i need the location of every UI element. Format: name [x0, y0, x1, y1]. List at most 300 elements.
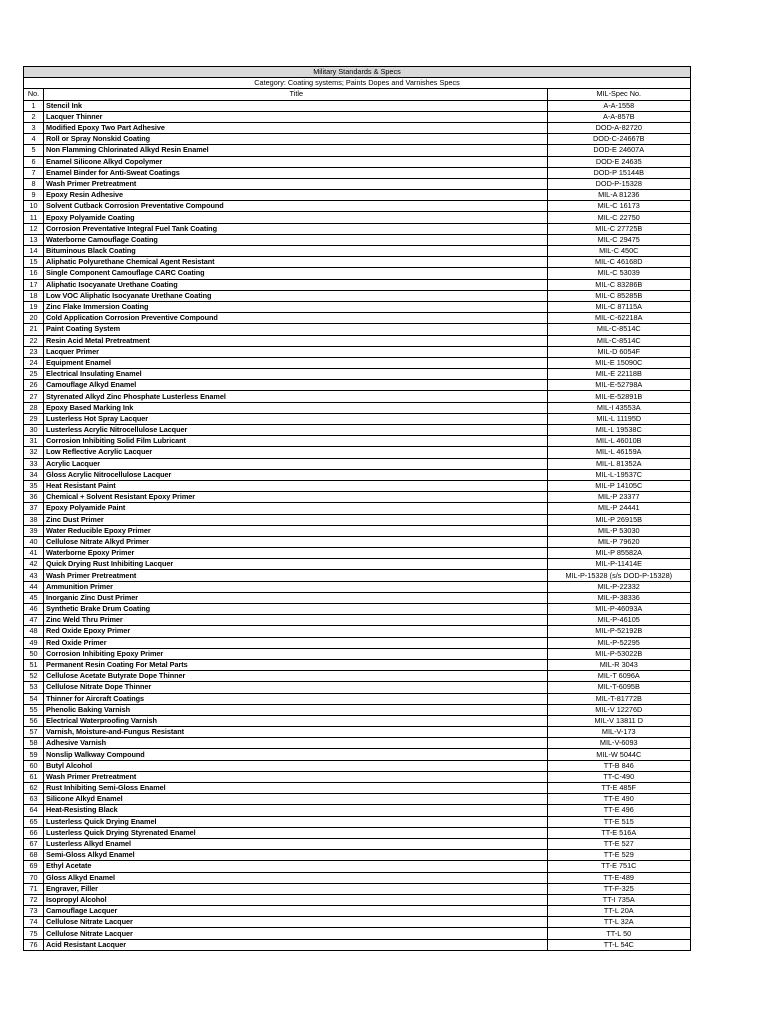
category-row: [24, 78, 691, 89]
row-spec-number: MIL-P 85582A: [547, 548, 690, 559]
table-row: [24, 234, 691, 245]
table-row: [24, 156, 691, 167]
row-number: 29: [24, 413, 44, 424]
row-number: 64: [24, 805, 44, 816]
row-number: 15: [24, 257, 44, 268]
row-number: 1: [24, 100, 44, 111]
row-title: Gloss Alkyd Enamel: [44, 872, 547, 883]
column-header-no: No.: [24, 89, 44, 100]
row-title: Resin Acid Metal Pretreatment: [44, 335, 547, 346]
row-spec-number: MIL-P 53030: [547, 525, 690, 536]
row-number: 35: [24, 480, 44, 491]
row-title: Zinc Dust Primer: [44, 514, 547, 525]
row-title: Lusterless Alkyd Enamel: [44, 838, 547, 849]
table-row: [24, 659, 691, 670]
row-number: 33: [24, 458, 44, 469]
table-row: [24, 906, 691, 917]
table-row: [24, 805, 691, 816]
table-row: [24, 391, 691, 402]
table-row: [24, 536, 691, 547]
row-number: 39: [24, 525, 44, 536]
table-row: [24, 413, 691, 424]
table-row: [24, 290, 691, 301]
row-title: Wash Primer Pretreatment: [44, 178, 547, 189]
table-row: [24, 525, 691, 536]
table-row: [24, 492, 691, 503]
row-title: Isopropyl Alcohol: [44, 894, 547, 905]
row-title: Electrical Insulating Enamel: [44, 369, 547, 380]
row-title: Corrosion Inhibiting Solid Film Lubricant: [44, 436, 547, 447]
row-number: 12: [24, 223, 44, 234]
table-row: [24, 682, 691, 693]
row-title: Lusterless Hot Spray Lacquer: [44, 413, 547, 424]
row-spec-number: TT-E 751C: [547, 861, 690, 872]
row-title: Zinc Weld Thru Primer: [44, 615, 547, 626]
row-number: 58: [24, 738, 44, 749]
table-row: [24, 928, 691, 939]
row-spec-number: MIL-R 3043: [547, 659, 690, 670]
row-spec-number: DOD-C-24667B: [547, 134, 690, 145]
row-title: Bituminous Black Coating: [44, 246, 547, 257]
table-row: [24, 615, 691, 626]
row-spec-number: MIL-C 16173: [547, 201, 690, 212]
row-number: 52: [24, 671, 44, 682]
row-number: 68: [24, 850, 44, 861]
row-spec-number: MIL-C 46168D: [547, 257, 690, 268]
row-spec-number: MIL-E-52891B: [547, 391, 690, 402]
table-row: [24, 257, 691, 268]
row-number: 47: [24, 615, 44, 626]
row-number: 6: [24, 156, 44, 167]
row-title: Camouflage Lacquer: [44, 906, 547, 917]
table-row: [24, 872, 691, 883]
row-number: 67: [24, 838, 44, 849]
row-spec-number: MIL-L 11195D: [547, 413, 690, 424]
row-title: Phenolic Baking Varnish: [44, 704, 547, 715]
table-row: [24, 436, 691, 447]
table-row: [24, 693, 691, 704]
row-spec-number: TT-I 735A: [547, 894, 690, 905]
title-row: [24, 67, 691, 78]
table-row: [24, 749, 691, 760]
row-spec-number: MIL-E-52798A: [547, 380, 690, 391]
row-spec-number: MIL-V 13811 D: [547, 715, 690, 726]
row-number: 24: [24, 357, 44, 368]
row-spec-number: TT-L 54C: [547, 939, 690, 950]
row-title: Wash Primer Pretreatment: [44, 771, 547, 782]
row-number: 62: [24, 783, 44, 794]
column-header-title: Title: [44, 89, 547, 100]
row-spec-number: MIL-T 6096A: [547, 671, 690, 682]
table-row: [24, 190, 691, 201]
row-spec-number: MIL-T-6095B: [547, 682, 690, 693]
row-number: 18: [24, 290, 44, 301]
table-row: [24, 794, 691, 805]
table-row: [24, 212, 691, 223]
table-row: [24, 727, 691, 738]
row-number: 55: [24, 704, 44, 715]
table-row: [24, 201, 691, 212]
row-spec-number: MIL-L 46010B: [547, 436, 690, 447]
row-title: Permanent Resin Coating For Metal Parts: [44, 659, 547, 670]
row-title: Non Flamming Chlorinated Alkyd Resin Enamel: [44, 145, 547, 156]
table-row: [24, 335, 691, 346]
table-row: [24, 570, 691, 581]
row-spec-number: TT-L 50: [547, 928, 690, 939]
row-number: 3: [24, 122, 44, 133]
row-number: 44: [24, 581, 44, 592]
table-row: [24, 279, 691, 290]
row-spec-number: MIL-P-11414E: [547, 559, 690, 570]
table-row: [24, 301, 691, 312]
row-number: 13: [24, 234, 44, 245]
row-number: 72: [24, 894, 44, 905]
row-title: Epoxy Based Marking Ink: [44, 402, 547, 413]
row-number: 48: [24, 626, 44, 637]
row-number: 37: [24, 503, 44, 514]
row-spec-number: MIL-L 46159A: [547, 447, 690, 458]
row-spec-number: MIL-C 27725B: [547, 223, 690, 234]
row-title: Low Reflective Acrylic Lacquer: [44, 447, 547, 458]
row-number: 75: [24, 928, 44, 939]
row-title: Heat-Resisting Black: [44, 805, 547, 816]
row-spec-number: TT-E 527: [547, 838, 690, 849]
row-title: Electrical Waterproofing Varnish: [44, 715, 547, 726]
table-row: [24, 648, 691, 659]
table-row: [24, 503, 691, 514]
row-spec-number: MIL-P 79620: [547, 536, 690, 547]
row-spec-number: MIL-C 29475: [547, 234, 690, 245]
table-row: [24, 480, 691, 491]
table-body: [24, 100, 691, 950]
row-spec-number: MIL-P 26915B: [547, 514, 690, 525]
row-title: Styrenated Alkyd Zinc Phosphate Lusterless Enamel: [44, 391, 547, 402]
table-row: [24, 357, 691, 368]
row-spec-number: MIL-C-62218A: [547, 313, 690, 324]
row-spec-number: TT-L 32A: [547, 917, 690, 928]
row-number: 4: [24, 134, 44, 145]
table-row: [24, 861, 691, 872]
row-spec-number: MIL-T-81772B: [547, 693, 690, 704]
row-spec-number: MIL-E 22118B: [547, 369, 690, 380]
row-number: 5: [24, 145, 44, 156]
row-title: Lusterless Acrylic Nitrocellulose Lacquer: [44, 425, 547, 436]
row-title: Red Oxide Epoxy Primer: [44, 626, 547, 637]
table-row: [24, 894, 691, 905]
row-number: 16: [24, 268, 44, 279]
table-row: [24, 447, 691, 458]
row-title: Cellulose Acetate Butyrate Dope Thinner: [44, 671, 547, 682]
table-row: [24, 178, 691, 189]
row-title: Ethyl Acetate: [44, 861, 547, 872]
row-title: Aliphatic Isocyanate Urethane Coating: [44, 279, 547, 290]
row-title: Lusterless Quick Drying Enamel: [44, 816, 547, 827]
row-spec-number: TT-L 20A: [547, 906, 690, 917]
row-number: 70: [24, 872, 44, 883]
row-spec-number: MIL-P-52295: [547, 637, 690, 648]
row-title: Chemical + Solvent Resistant Epoxy Primer: [44, 492, 547, 503]
row-title: Cellulose Nitrate Dope Thinner: [44, 682, 547, 693]
row-spec-number: TT-E 490: [547, 794, 690, 805]
table-row: [24, 715, 691, 726]
table-row: [24, 324, 691, 335]
row-number: 54: [24, 693, 44, 704]
table-row: [24, 850, 691, 861]
row-spec-number: MIL-L-19537C: [547, 469, 690, 480]
row-title: Epoxy Resin Adhesive: [44, 190, 547, 201]
row-spec-number: MIL-C-8514C: [547, 335, 690, 346]
table-row: [24, 346, 691, 357]
row-spec-number: MIL-C 450C: [547, 246, 690, 257]
row-title: Quick Drying Rust Inhibiting Lacquer: [44, 559, 547, 570]
row-title: Heat Resistant Paint: [44, 480, 547, 491]
row-number: 27: [24, 391, 44, 402]
row-number: 66: [24, 827, 44, 838]
row-spec-number: MIL-P-15328 (s/s DOD-P-15328): [547, 570, 690, 581]
row-number: 8: [24, 178, 44, 189]
table-row: [24, 827, 691, 838]
row-number: 45: [24, 592, 44, 603]
table-row: [24, 783, 691, 794]
table-row: [24, 883, 691, 894]
row-title: Water Reducible Epoxy Primer: [44, 525, 547, 536]
row-spec-number: MIL-C-8514C: [547, 324, 690, 335]
row-spec-number: MIL-A 81236: [547, 190, 690, 201]
row-number: 38: [24, 514, 44, 525]
table-row: [24, 559, 691, 570]
table-row: [24, 425, 691, 436]
row-title: Wash Primer Pretreatment: [44, 570, 547, 581]
sheet-title: Military Standards & Specs: [24, 67, 691, 78]
table-row: [24, 458, 691, 469]
row-title: Single Component Camouflage CARC Coating: [44, 268, 547, 279]
table-row: [24, 402, 691, 413]
row-spec-number: DOD-E 24635: [547, 156, 690, 167]
row-spec-number: TT-F-325: [547, 883, 690, 894]
row-spec-number: MIL-P-53022B: [547, 648, 690, 659]
table-row: [24, 369, 691, 380]
row-title: Synthetic Brake Drum Coating: [44, 604, 547, 615]
row-spec-number: TT-E 515: [547, 816, 690, 827]
row-spec-number: MIL-P-52192B: [547, 626, 690, 637]
row-spec-number: MIL-V 12276D: [547, 704, 690, 715]
row-title: Acrylic Lacquer: [44, 458, 547, 469]
row-spec-number: DOD-A-82720: [547, 122, 690, 133]
row-spec-number: MIL-C 85285B: [547, 290, 690, 301]
row-title: Nonslip Walkway Compound: [44, 749, 547, 760]
row-title: Acid Resistant Lacquer: [44, 939, 547, 950]
table-row: [24, 514, 691, 525]
row-number: 63: [24, 794, 44, 805]
row-title: Camouflage Alkyd Enamel: [44, 380, 547, 391]
row-title: Epoxy Polyamide Paint: [44, 503, 547, 514]
row-number: 11: [24, 212, 44, 223]
table-row: [24, 581, 691, 592]
table-row: [24, 626, 691, 637]
row-spec-number: MIL-L 81352A: [547, 458, 690, 469]
table-row: [24, 122, 691, 133]
row-number: 53: [24, 682, 44, 693]
row-number: 59: [24, 749, 44, 760]
row-spec-number: A-A-857B: [547, 111, 690, 122]
row-title: Solvent Cutback Corrosion Preventative Compound: [44, 201, 547, 212]
row-number: 31: [24, 436, 44, 447]
row-spec-number: MIL-P 24441: [547, 503, 690, 514]
row-number: 51: [24, 659, 44, 670]
header-row: [24, 89, 691, 100]
row-title: Cold Application Corrosion Preventive Compound: [44, 313, 547, 324]
row-number: 60: [24, 760, 44, 771]
row-spec-number: MIL-P 14105C: [547, 480, 690, 491]
row-spec-number: TT-E 485F: [547, 783, 690, 794]
row-spec-number: MIL-V-173: [547, 727, 690, 738]
row-number: 26: [24, 380, 44, 391]
row-title: Stencil Ink: [44, 100, 547, 111]
row-spec-number: MIL-L 19538C: [547, 425, 690, 436]
row-spec-number: TT-E 496: [547, 805, 690, 816]
row-title: Lusterless Quick Drying Styrenated Enamel: [44, 827, 547, 838]
row-spec-number: MIL-P-46093A: [547, 604, 690, 615]
row-title: Ammunition Primer: [44, 581, 547, 592]
row-number: 46: [24, 604, 44, 615]
row-title: Waterborne Camouflage Coating: [44, 234, 547, 245]
row-spec-number: TT-C-490: [547, 771, 690, 782]
row-number: 7: [24, 167, 44, 178]
row-number: 49: [24, 637, 44, 648]
table-row: [24, 671, 691, 682]
table-row: [24, 111, 691, 122]
row-spec-number: MIL-P-46105: [547, 615, 690, 626]
table-row: [24, 134, 691, 145]
row-number: 9: [24, 190, 44, 201]
row-number: 43: [24, 570, 44, 581]
row-number: 10: [24, 201, 44, 212]
row-spec-number: MIL-C 22750: [547, 212, 690, 223]
row-spec-number: DOD-E 24607A: [547, 145, 690, 156]
row-title: Rust Inhibiting Semi-Gloss Enamel: [44, 783, 547, 794]
row-title: Cellulose Nitrate Lacquer: [44, 917, 547, 928]
row-number: 41: [24, 548, 44, 559]
row-spec-number: MIL-W 5044C: [547, 749, 690, 760]
table-row: [24, 816, 691, 827]
row-title: Low VOC Aliphatic Isocyanate Urethane Coating: [44, 290, 547, 301]
row-title: Equipment Enamel: [44, 357, 547, 368]
table-row: [24, 738, 691, 749]
table-row: [24, 771, 691, 782]
row-number: 19: [24, 301, 44, 312]
row-spec-number: MIL-D 6054F: [547, 346, 690, 357]
row-title: Cellulose Nitrate Alkyd Primer: [44, 536, 547, 547]
table-row: [24, 704, 691, 715]
table-row: [24, 145, 691, 156]
row-number: 40: [24, 536, 44, 547]
specs-table: [23, 66, 691, 951]
row-number: 50: [24, 648, 44, 659]
row-title: Lacquer Primer: [44, 346, 547, 357]
row-spec-number: TT-B 846: [547, 760, 690, 771]
table-row: [24, 268, 691, 279]
category-label: Category: Coating systems; Paints Dopes and Varnishes Specs: [24, 78, 691, 89]
row-number: 34: [24, 469, 44, 480]
row-number: 21: [24, 324, 44, 335]
row-number: 22: [24, 335, 44, 346]
column-header-spec: MIL-Spec No.: [547, 89, 690, 100]
row-title: Silicone Alkyd Enamel: [44, 794, 547, 805]
row-number: 57: [24, 727, 44, 738]
row-title: Gloss Acrylic Nitrocellulose Lacquer: [44, 469, 547, 480]
table-row: [24, 313, 691, 324]
row-title: Cellulose Nitrate Lacquer: [44, 928, 547, 939]
row-title: Paint Coating System: [44, 324, 547, 335]
row-title: Epoxy Polyamide Coating: [44, 212, 547, 223]
row-title: Aliphatic Polyurethane Chemical Agent Resistant: [44, 257, 547, 268]
table-row: [24, 604, 691, 615]
row-number: 65: [24, 816, 44, 827]
row-spec-number: MIL-C 87115A: [547, 301, 690, 312]
row-title: Butyl Alcohol: [44, 760, 547, 771]
row-spec-number: TT-E-489: [547, 872, 690, 883]
row-spec-number: MIL-C 53039: [547, 268, 690, 279]
table-row: [24, 548, 691, 559]
row-number: 73: [24, 906, 44, 917]
row-spec-number: TT-E 516A: [547, 827, 690, 838]
row-title: Varnish, Moisture-and-Fungus Resistant: [44, 727, 547, 738]
row-spec-number: MIL-P 23377: [547, 492, 690, 503]
table-row: [24, 380, 691, 391]
row-number: 32: [24, 447, 44, 458]
row-spec-number: DOD-P 15144B: [547, 167, 690, 178]
row-number: 30: [24, 425, 44, 436]
row-number: 42: [24, 559, 44, 570]
row-title: Waterborne Epoxy Primer: [44, 548, 547, 559]
row-title: Semi-Gloss Alkyd Enamel: [44, 850, 547, 861]
row-number: 56: [24, 715, 44, 726]
row-spec-number: MIL-C 83286B: [547, 279, 690, 290]
row-number: 17: [24, 279, 44, 290]
row-number: 28: [24, 402, 44, 413]
table-row: [24, 100, 691, 111]
row-number: 2: [24, 111, 44, 122]
table-row: [24, 246, 691, 257]
row-number: 74: [24, 917, 44, 928]
row-number: 14: [24, 246, 44, 257]
row-title: Red Oxide Primer: [44, 637, 547, 648]
row-number: 23: [24, 346, 44, 357]
row-spec-number: DOD-P-15328: [547, 178, 690, 189]
row-title: Thinner for Aircraft Coatings: [44, 693, 547, 704]
row-title: Adhesive Varnish: [44, 738, 547, 749]
table-row: [24, 939, 691, 950]
table-row: [24, 760, 691, 771]
row-title: Engraver, Filler: [44, 883, 547, 894]
row-number: 25: [24, 369, 44, 380]
row-title: Roll or Spray Nonskid Coating: [44, 134, 547, 145]
row-spec-number: TT-E 529: [547, 850, 690, 861]
row-spec-number: MIL-V-6093: [547, 738, 690, 749]
row-number: 71: [24, 883, 44, 894]
table-row: [24, 917, 691, 928]
row-title: Corrosion Inhibiting Epoxy Primer: [44, 648, 547, 659]
row-spec-number: MIL-E 15090C: [547, 357, 690, 368]
row-number: 61: [24, 771, 44, 782]
row-spec-number: MIL-P-38336: [547, 592, 690, 603]
row-spec-number: A-A-1558: [547, 100, 690, 111]
row-title: Enamel Binder for Anti-Sweat Coatings: [44, 167, 547, 178]
table-row: [24, 637, 691, 648]
row-spec-number: MIL-I 43553A: [547, 402, 690, 413]
row-title: Lacquer Thinner: [44, 111, 547, 122]
row-number: 36: [24, 492, 44, 503]
